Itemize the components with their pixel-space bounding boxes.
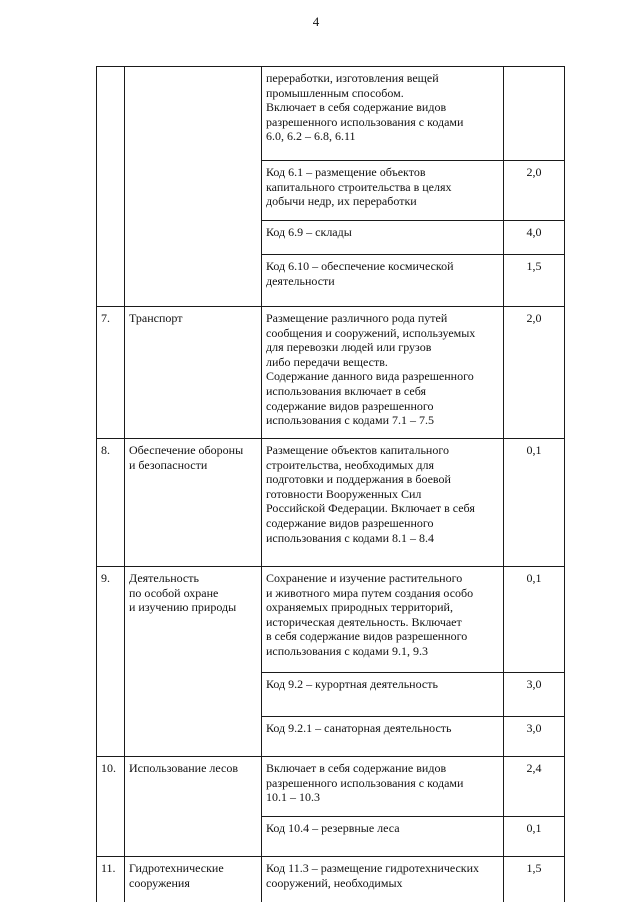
description-line: капитального строительства в целях [266, 179, 452, 194]
row-number: 10. [97, 757, 125, 857]
description-line: промышленным способом. [266, 85, 404, 100]
description-line: использования с кодами 8.1 – 8.4 [266, 530, 434, 545]
description-cell [262, 673, 504, 717]
land-use-name [125, 757, 262, 857]
coefficient-value: 0,1 [504, 439, 565, 567]
description-line: сообщения и сооружений, используемых [266, 325, 476, 340]
coefficient-value: 1,5 [504, 857, 565, 903]
description-line: 6.0, 6.2 – 6.8, 6.11 [266, 129, 356, 144]
description-line: Сохранение и изучение растительного [266, 571, 463, 585]
row-number: 7. [97, 307, 125, 439]
description-line: Включает в себя содержание видов [266, 100, 447, 115]
description-line: либо передачи веществ. [266, 354, 388, 369]
description-cell [262, 255, 504, 307]
description-cell [262, 717, 504, 757]
row-number [97, 67, 125, 307]
page-number: 4 [312, 14, 320, 29]
coefficient-value: 2,4 [504, 757, 565, 817]
table-row [97, 67, 565, 161]
description-cell [262, 817, 504, 857]
description-line: сооружений, необходимых [266, 875, 403, 890]
description-line: Содержание данного вида разрешенного [266, 369, 474, 384]
description-line: Код 10.4 – резервные леса [266, 821, 400, 835]
description-cell [262, 161, 504, 221]
description-cell [262, 67, 504, 161]
description-line: Российской Федерации. Включает в себя [266, 501, 475, 516]
description-line: Размещение объектов капитального [266, 443, 449, 457]
description-line: в себя содержание видов разрешенного [266, 629, 468, 644]
coefficient-value: 0,1 [504, 567, 565, 673]
description-cell [262, 307, 504, 439]
description-line: Размещение различного рода путей [266, 311, 448, 325]
description-line: историческая деятельность. Включает [266, 614, 462, 629]
coefficient-value: 3,0 [504, 673, 565, 717]
description-line: Включает в себя содержание видов [266, 761, 447, 775]
description-line: Код 6.9 – склады [266, 225, 352, 239]
description-line: переработки, изготовления вещей [266, 71, 439, 85]
name-line: Гидротехнические [129, 861, 224, 875]
name-line: и безопасности [129, 457, 208, 472]
coefficient-value: 0,1 [504, 817, 565, 857]
row-number: 9. [97, 567, 125, 757]
name-line: сооружения [129, 875, 190, 890]
description-line: для перевозки людей или грузов [266, 340, 432, 355]
land-use-name [125, 857, 262, 903]
description-line: строительства, необходимых для [266, 457, 434, 472]
description-line: добычи недр, их переработки [266, 194, 417, 209]
coefficient-value: 4,0 [504, 221, 565, 255]
table-row [97, 757, 565, 817]
description-cell [262, 221, 504, 255]
description-line: использования с кодами 9.1, 9.3 [266, 643, 428, 658]
coefficient-value [504, 67, 565, 161]
description-cell [262, 439, 504, 567]
name-line: по особой охране [129, 585, 219, 600]
description-line: использования с кодами 7.1 – 7.5 [266, 413, 434, 428]
description-line: Код 6.1 – размещение объектов [266, 165, 426, 179]
table-row [97, 857, 565, 903]
description-line: 10.1 – 10.3 [266, 790, 320, 805]
land-use-name [125, 439, 262, 567]
description-line: Код 6.10 – обеспечение космической [266, 259, 454, 273]
description-line: использования включает в себя [266, 383, 427, 398]
description-cell [262, 857, 504, 903]
description-line: готовности Вооруженных Сил [266, 486, 422, 501]
name-line: и изучению природы [129, 600, 237, 615]
row-number: 11. [97, 857, 125, 903]
land-use-name [125, 567, 262, 757]
name-line: Деятельность [129, 571, 199, 585]
land-use-table [96, 66, 565, 902]
description-line: Код 11.3 – размещение гидротехнических [266, 861, 480, 875]
description-line: охраняемых природных территорий, [266, 600, 453, 615]
description-cell [262, 567, 504, 673]
row-number: 8. [97, 439, 125, 567]
table-row [97, 439, 565, 567]
description-line: и животного мира путем создания особо [266, 585, 474, 600]
coefficient-value: 3,0 [504, 717, 565, 757]
description-line: Код 9.2 – курортная деятельность [266, 677, 438, 691]
name-line: Транспорт [129, 311, 183, 325]
description-line: деятельности [266, 273, 335, 288]
description-line: разрешенного использования с кодами [266, 775, 464, 790]
table-row [97, 567, 565, 673]
description-line: Код 9.2.1 – санаторная деятельность [266, 721, 452, 735]
land-use-name [125, 67, 262, 307]
description-line: подготовки и поддержания в боевой [266, 472, 451, 487]
description-line: содержание видов разрешенного [266, 398, 434, 413]
description-line: разрешенного использования с кодами [266, 114, 464, 129]
coefficient-value: 1,5 [504, 255, 565, 307]
coefficient-value: 2,0 [504, 161, 565, 221]
land-use-name [125, 307, 262, 439]
coefficient-value: 2,0 [504, 307, 565, 439]
description-line: содержание видов разрешенного [266, 515, 434, 530]
table-row [97, 307, 565, 439]
description-cell [262, 757, 504, 817]
name-line: Использование лесов [129, 761, 238, 775]
name-line: Обеспечение обороны [129, 443, 244, 457]
